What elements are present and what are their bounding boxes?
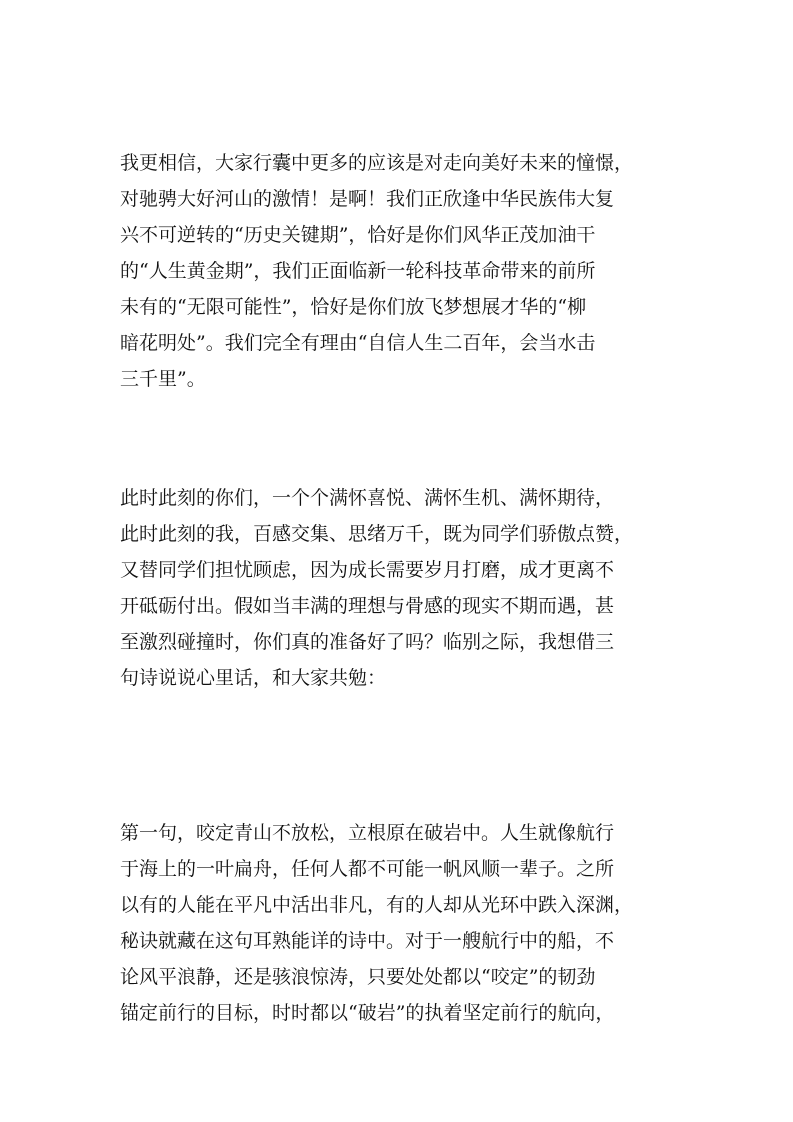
paragraph-line: 句诗说说心里话，和大家共勉： (120, 667, 387, 689)
paragraph-line: 的“人生黄金期”，我们正面临新一轮科技革命带来的前所 (120, 260, 596, 282)
paragraph-confidence (120, 145, 700, 397)
paragraph-line: 于海上的一叶扁舟，任何人都不可能一帆风顺一辈子。之所 (120, 858, 615, 880)
paragraph-line: 暗花明处”。我们完全有理由“自信人生二百年，会当水击 (120, 332, 596, 354)
paragraph-line: 以有的人能在平凡中活出非凡，有的人却从光环中跌入深渊， (120, 894, 634, 916)
paragraph-line: 开砥砺付出。假如当丰满的理想与骨感的现实不期而遇，甚 (120, 595, 615, 617)
paragraph-line: 我更相信，大家行囊中更多的应该是对走向美好未来的憧憬， (120, 152, 634, 174)
paragraph-line: 至激烈碰撞时，你们真的准备好了吗？临别之际，我想借三 (120, 631, 615, 653)
paragraph-this-moment (120, 480, 700, 696)
paragraph-line: 三千里”。 (120, 368, 206, 390)
paragraph-line: 第一句，咬定青山不放松，立根原在破岩中。人生就像航行 (120, 822, 615, 844)
paragraph-line: 此时此刻的你们，一个个满怀喜悦、满怀生机、满怀期待， (120, 487, 615, 509)
paragraph-line: 论风平浪静，还是骇浪惊涛，只要处处都以“咬定”的韧劲 (120, 966, 596, 988)
paragraph-line: 未有的“无限可能性”，恰好是你们放飞梦想展才华的“柳 (120, 296, 587, 318)
paragraph-first-verse (120, 815, 700, 1031)
paragraph-line: 此时此刻的我，百感交集、思绪万千，既为同学们骄傲点赞， (120, 523, 634, 545)
paragraph-line: 秘诀就藏在这句耳熟能详的诗中。对于一艘航行中的船，不 (120, 930, 615, 952)
paragraph-line: 锚定前行的目标，时时都以“破岩”的执着坚定前行的航向， (120, 1002, 615, 1024)
paragraph-line: 又替同学们担忧顾虑，因为成长需要岁月打磨，成才更离不 (120, 559, 615, 581)
paragraph-line: 兴不可逆转的“历史关键期”，恰好是你们风华正茂加油干 (120, 224, 596, 246)
paragraph-line: 对驰骋大好河山的激情！是啊！我们正欣逢中华民族伟大复 (120, 188, 615, 210)
